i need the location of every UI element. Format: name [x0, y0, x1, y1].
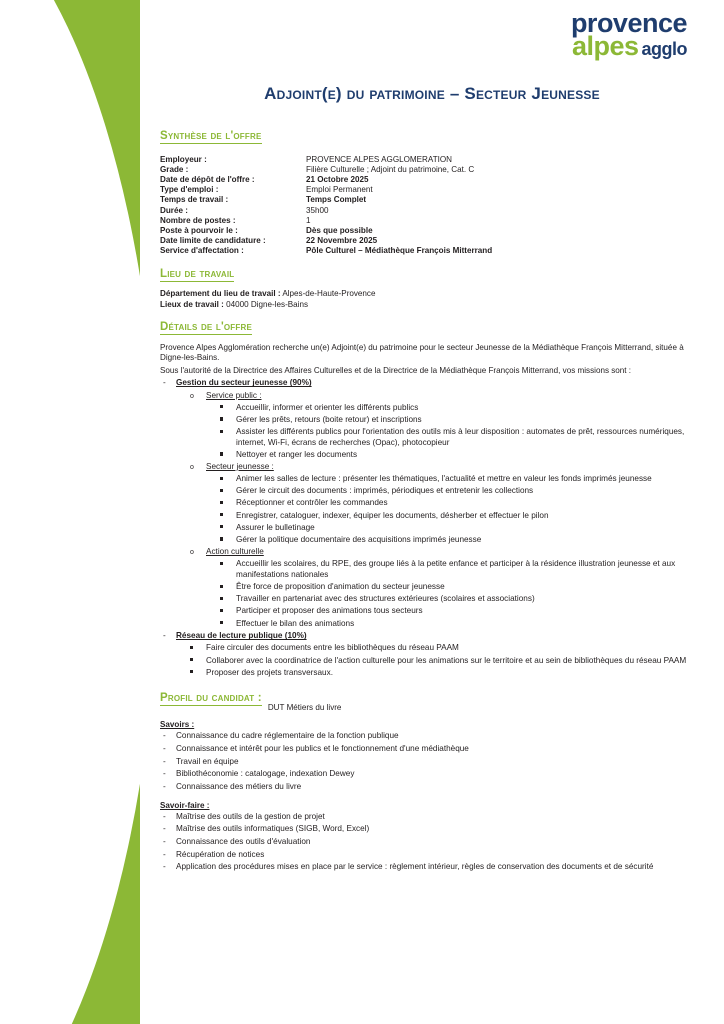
task-list: [176, 643, 688, 678]
dash-bullet-icon: -: [163, 849, 166, 859]
task-text: Enregistrer, cataloguer, indexer, équiper les documents, désherber et effectuer le pilon: [236, 510, 549, 520]
task-list: [206, 559, 688, 629]
dash-bullet-icon: -: [163, 824, 166, 834]
task-text: Assurer le bulletinage: [236, 522, 315, 532]
profil-diploma: DUT Métiers du livre: [267, 703, 342, 713]
subgroup-list: [176, 391, 688, 630]
subheading-savoirs: Savoirs :: [160, 720, 195, 730]
list-item: [206, 450, 688, 461]
field-value: Alpes-de-Haute-Provence: [282, 289, 376, 299]
circle-bullet-icon: o: [190, 549, 194, 557]
field-value: Temps Complet: [306, 195, 367, 205]
field-label: Date limite de candidature :: [160, 236, 266, 246]
table-row: [160, 215, 492, 225]
missions-group-reseau: [160, 631, 688, 678]
field-label: Temps de travail :: [160, 195, 229, 205]
document-page: [140, 0, 724, 1024]
task-text: Nettoyer et ranger les documents: [236, 449, 358, 459]
square-bullet-icon: [220, 597, 223, 600]
list-item: [160, 757, 688, 768]
list-item: [206, 427, 688, 448]
missions-group-gestion: [160, 378, 688, 629]
lieu-row-lieux: [160, 300, 688, 309]
field-label: Service d'affectation :: [160, 246, 244, 256]
logo-word-agglo: agglo: [641, 39, 687, 59]
field-label: Lieux de travail :: [160, 299, 224, 309]
table-row: [160, 225, 492, 235]
dash-bullet-icon: -: [163, 769, 166, 779]
subgroup-secteur-jeunesse: [176, 462, 688, 546]
list-item: [206, 582, 688, 593]
section-details-offre: [160, 321, 688, 678]
list-item: [160, 769, 688, 780]
dash-bullet-icon: -: [163, 631, 166, 641]
list-item: [206, 535, 688, 546]
profil-heading-row: [160, 692, 688, 712]
task-text: Travailler en partenariat avec des structures extérieures (scolaires et associations): [236, 594, 535, 604]
list-item: [160, 812, 688, 823]
field-label: Durée :: [160, 205, 188, 215]
list-item: [206, 486, 688, 497]
list-item: [160, 824, 688, 835]
square-bullet-icon: [220, 417, 223, 420]
decorative-swoosh-white: [0, 0, 140, 1024]
square-bullet-icon: [220, 621, 223, 624]
field-value: 35h00: [306, 205, 329, 215]
square-bullet-icon: [190, 670, 193, 673]
document-body: [160, 130, 688, 885]
field-value: 21 Octobre 2025: [306, 174, 369, 184]
task-text: Faire circuler des documents entre les bibliothèques du réseau PAAM: [206, 643, 459, 653]
field-label: Département du lieu de travail :: [160, 289, 281, 299]
field-label: Date de dépôt de l'offre :: [160, 174, 255, 184]
list-item: [206, 511, 688, 522]
square-bullet-icon: [220, 405, 223, 408]
subgroup-title: Action culturelle: [206, 547, 264, 557]
savoir-text: Connaissance du cadre réglementaire de la fonction publique: [176, 731, 399, 741]
field-label: Nombre de postes :: [160, 215, 236, 225]
square-bullet-icon: [190, 646, 193, 649]
table-row: [160, 195, 492, 205]
section-lieu-de-travail: [160, 268, 688, 309]
subgroup-title: Service public :: [206, 390, 262, 400]
square-bullet-icon: [220, 452, 223, 455]
list-item: [160, 782, 688, 793]
dash-bullet-icon: -: [163, 862, 166, 872]
savoir-text: Bibliothéconomie : catalogage, indexation Dewey: [176, 769, 355, 779]
list-item: [206, 619, 688, 630]
section-heading-synthese: Synthèse de l'offre: [160, 130, 262, 142]
section-heading-profil: Profil du candidat :: [160, 692, 262, 705]
savoir-faire-text: Connaissance des outils d'évaluation: [176, 836, 311, 846]
field-value: 1: [306, 215, 311, 225]
lieu-row-departement: [160, 289, 688, 298]
field-label: Employeur :: [160, 154, 207, 164]
field-value: Emploi Permanent: [306, 185, 373, 195]
section-synthese: [160, 130, 688, 256]
task-text: Être force de proposition d'animation du secteur jeunesse: [236, 582, 445, 592]
field-value: 22 Novembre 2025: [306, 236, 378, 246]
section-profil-candidat: [160, 692, 688, 873]
logo-line-alpes-agglo: [571, 33, 687, 60]
subgroup-service-public: [176, 391, 688, 461]
field-value: PROVENCE ALPES AGGLOMERATION: [306, 154, 453, 164]
list-item: [176, 668, 688, 679]
square-bullet-icon: [220, 525, 223, 528]
table-row: [160, 236, 492, 246]
square-bullet-icon: [220, 477, 223, 480]
savoir-text: Connaissance des métiers du livre: [176, 781, 302, 791]
square-bullet-icon: [220, 585, 223, 588]
square-bullet-icon: [220, 537, 223, 540]
square-bullet-icon: [220, 513, 223, 516]
field-value: Filière Culturelle ; Adjoint du patrimoine, Cat. C: [306, 164, 475, 174]
task-text: Effectuer le bilan des animations: [236, 618, 355, 628]
field-value: Dès que possible: [306, 225, 373, 235]
list-item: [206, 606, 688, 617]
task-text: Assister les différents publics pour l'orientation des outils mis à leur disposition : automates de prêt, ressources numériques, internet, Wi-Fi, écrans de recherches (Opac), photocopieur: [236, 427, 685, 447]
square-bullet-icon: [220, 430, 223, 433]
task-text: Gérer les prêts, retours (boite retour) et inscriptions: [236, 414, 422, 424]
dash-bullet-icon: -: [163, 781, 166, 791]
list-item: [206, 523, 688, 534]
list-item: [206, 403, 688, 414]
field-value: Pôle Culturel – Médiathèque François Mitterrand: [306, 246, 493, 256]
list-item: [160, 837, 688, 848]
list-item: [176, 656, 688, 667]
subgroup-title: Secteur jeunesse :: [206, 462, 274, 472]
task-text: Accueillir les scolaires, du RPE, des groupe liés à la petite enfance et participer à la résidence illustration jeunesse et aux manifestations nationales: [236, 559, 676, 579]
dash-bullet-icon: -: [163, 836, 166, 846]
list-item: [206, 498, 688, 509]
details-intro-2: Sous l'autorité de la Directrice des Affaires Culturelles et de la Directrice de la Médiathèque François Mitterrand, vos missions sont :: [160, 365, 632, 375]
missions-group-list: [160, 378, 688, 678]
group-title: Gestion du secteur jeunesse (90%): [176, 378, 312, 388]
synthese-table: [160, 154, 492, 256]
square-bullet-icon: [220, 501, 223, 504]
decorative-left-band: [0, 0, 140, 1024]
list-item: [176, 643, 688, 654]
savoir-faire-text: Maîtrise des outils informatiques (SIGB, Word, Excel): [176, 824, 370, 834]
dash-bullet-icon: -: [163, 731, 166, 741]
group-title: Réseau de lecture publique (10%): [176, 631, 307, 641]
list-item: [206, 559, 688, 580]
list-item: [206, 474, 688, 485]
table-row: [160, 174, 492, 184]
logo-line-provence: provence: [570, 8, 687, 38]
task-text: Gérer la politique documentaire des acquisitions imprimés jeunesse: [236, 534, 482, 544]
table-row: [160, 246, 492, 256]
savoir-faire-text: Récupération de notices: [176, 849, 265, 859]
circle-bullet-icon: o: [190, 464, 194, 472]
field-label: Type d'emploi :: [160, 185, 219, 195]
dash-bullet-icon: -: [163, 378, 166, 388]
table-row: [160, 185, 492, 195]
list-item: [160, 731, 688, 742]
task-text: Participer et proposer des animations tous secteurs: [236, 606, 423, 616]
square-bullet-icon: [220, 609, 223, 612]
task-text: Réceptionner et contrôler les commandes: [236, 498, 388, 508]
dash-bullet-icon: -: [163, 743, 166, 753]
square-bullet-icon: [190, 658, 193, 661]
dash-bullet-icon: -: [163, 756, 166, 766]
field-label: Grade :: [160, 164, 189, 174]
dash-bullet-icon: -: [163, 811, 166, 821]
logo-word-alpes: alpes: [571, 31, 639, 61]
table-row: [160, 205, 492, 215]
subheading-savoir-faire: Savoir-faire :: [160, 800, 210, 810]
table-row: [160, 154, 492, 164]
task-text: Proposer des projets transversaux.: [206, 667, 333, 677]
list-item: [206, 415, 688, 426]
list-item: [206, 594, 688, 605]
circle-bullet-icon: o: [190, 392, 194, 400]
square-bullet-icon: [220, 562, 223, 565]
savoir-text: Connaissance et intérêt pour les publics et le fonctionnement d'une médiathèque: [176, 743, 469, 753]
subgroup-action-culturelle: [176, 547, 688, 629]
provence-alpes-agglo-logo: [571, 10, 687, 60]
details-intro-1: Provence Alpes Agglomération recherche un(e) Adjoint(e) du patrimoine pour le secteur Jeunesse de la Médiathèque François Mitterrand, située à Digne-les-Bains.: [160, 342, 684, 363]
field-label: Poste à pourvoir le :: [160, 225, 238, 235]
list-item: [160, 862, 688, 873]
field-value: 04000 Digne-les-Bains: [226, 299, 309, 309]
task-text: Gérer le circuit des documents : imprimés, périodiques et entretenir les collections: [236, 486, 534, 496]
task-list: [206, 403, 688, 461]
task-text: Accueillir, informer et orienter les différents publics: [236, 402, 419, 412]
list-item: [160, 744, 688, 755]
list-item: [160, 850, 688, 861]
savoir-faire-list: [160, 812, 688, 873]
task-text: Collaborer avec la coordinatrice de l'action culturelle pour les animations sur le territoire et au sein de bibliothèques du réseau PAAM: [206, 655, 687, 665]
square-bullet-icon: [220, 489, 223, 492]
table-row: [160, 164, 492, 174]
savoir-faire-text: Application des procédures mises en place par le service : règlement intérieur, règles de conservation des documents et de sécurité: [176, 862, 654, 872]
savoir-text: Travail en équipe: [176, 756, 239, 766]
section-heading-lieu: Lieu de travail: [160, 267, 235, 280]
savoir-faire-text: Maîtrise des outils de la gestion de projet: [176, 811, 325, 821]
savoirs-list: [160, 731, 688, 792]
task-text: Animer les salles de lecture : présenter les thématiques, l'actualité et mettre en valeur les fonds imprimés jeunesse: [236, 474, 652, 484]
task-list: [206, 474, 688, 545]
section-heading-details: Détails de l'offre: [160, 320, 252, 333]
page-title: Adjoint(e) du patrimoine – Secteur Jeunesse: [264, 84, 600, 103]
